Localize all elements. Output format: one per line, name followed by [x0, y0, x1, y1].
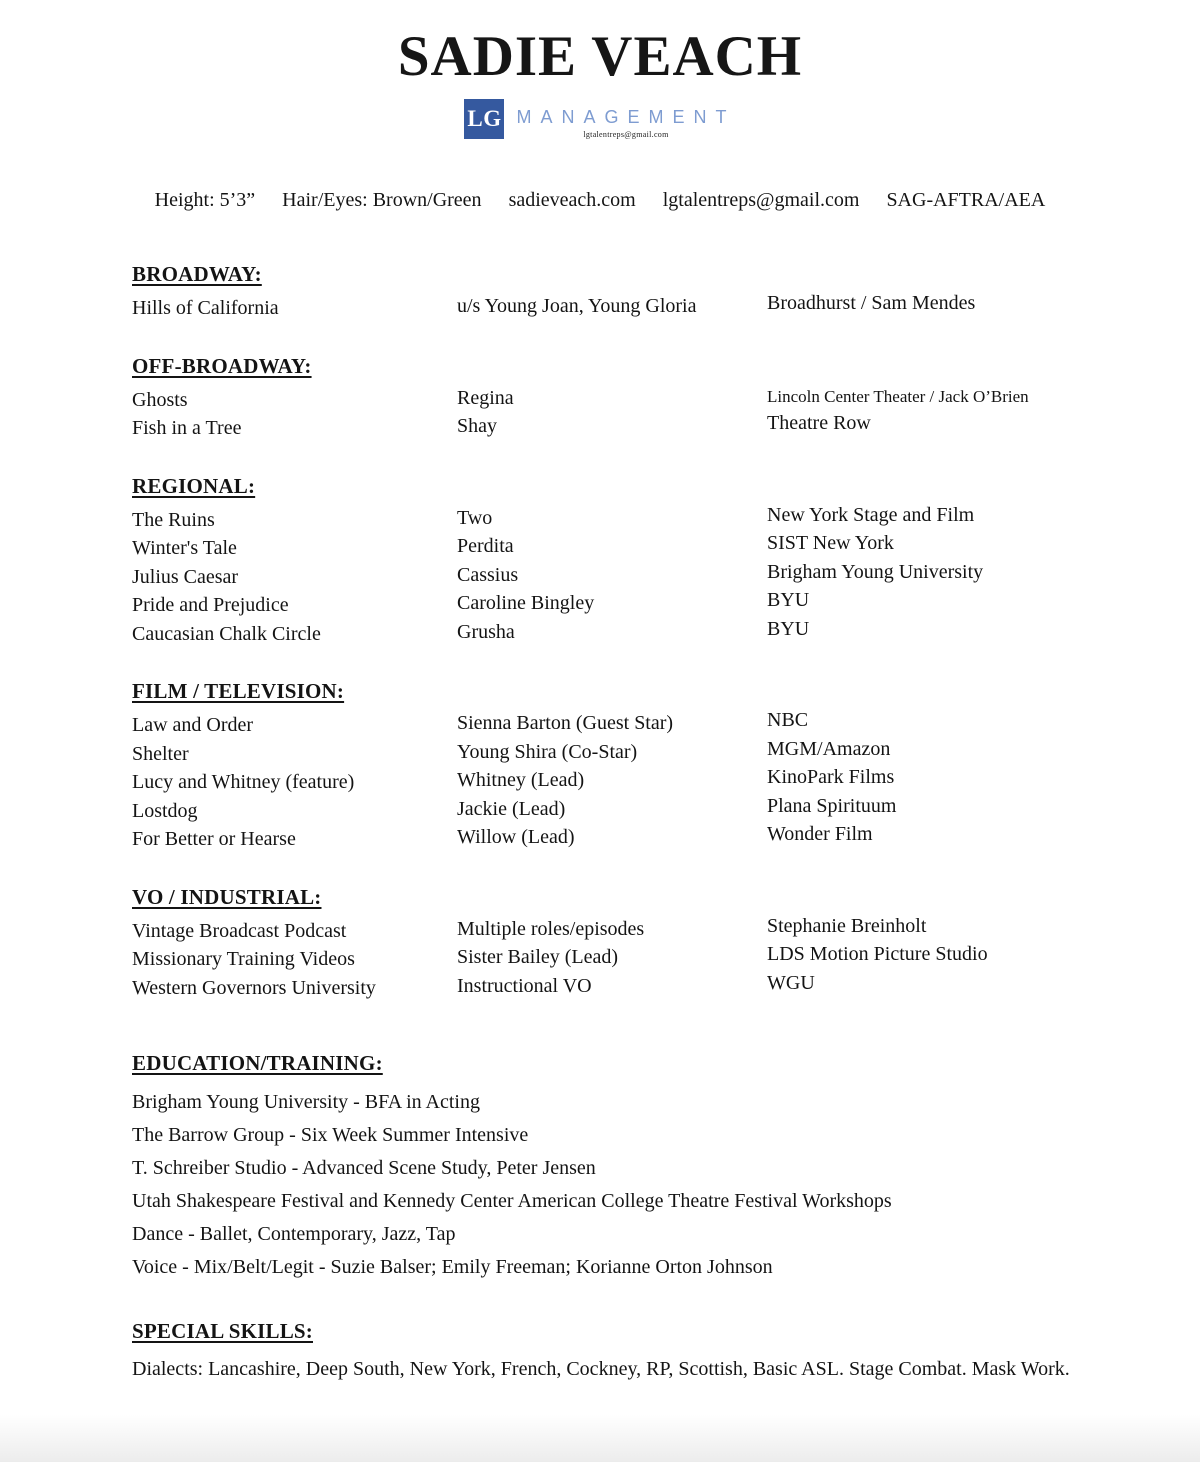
credit-title: Law and Order — [132, 714, 254, 736]
agency-brand-block — [516, 99, 735, 139]
credit-title: Western Governors University — [132, 976, 376, 999]
credit-role: Willow (Lead) — [457, 826, 575, 848]
credit-role: Caroline Bingley — [457, 592, 595, 614]
education-line: The Barrow Group - Six Week Summer Intensive — [132, 1124, 529, 1146]
stat-email: lgtalentreps@gmail.com — [662, 189, 860, 211]
education-line: Voice - Mix/Belt/Legit - Suzie Balser; Emily Freeman; Korianne Orton Johnson — [132, 1256, 773, 1278]
credit-venue: BYU — [767, 617, 810, 640]
credit-title: Pride and Prejudice — [132, 594, 289, 616]
credit-title: The Ruins — [132, 508, 215, 531]
credit-title: Hills of California — [132, 297, 279, 319]
agency-logo — [0, 99, 1200, 145]
credit-title: Caucasian Chalk Circle — [132, 622, 321, 645]
section-regional — [132, 474, 1122, 649]
lg-logo-icon — [464, 99, 504, 139]
credit-title: Fish in a Tree — [132, 417, 242, 439]
page-title: SADIE VEACH — [397, 25, 803, 88]
credit-role: Young Shira (Co-Star) — [457, 740, 638, 763]
agency-brand-name: MANAGEMENT — [516, 107, 736, 127]
credit-title: Shelter — [132, 742, 189, 765]
credit-venue: MGM/Amazon — [767, 737, 891, 760]
section-vo-industrial — [132, 885, 1122, 1003]
page-bottom-edge — [0, 1414, 1200, 1462]
credit-role: Two — [457, 506, 493, 529]
credit-role: Shay — [457, 415, 497, 437]
credit-role: Cassius — [457, 563, 519, 586]
education-line: Brigham Young University - BFA in Acting — [132, 1091, 480, 1113]
section-heading-off-broadway: OFF-BROADWAY: — [132, 353, 312, 378]
education-line: T. Schreiber Studio - Advanced Scene Study, Peter Jensen — [132, 1157, 596, 1179]
stats-line — [0, 189, 1200, 212]
special-skills-text: Dialects: Lancashire, Deep South, New York, French, Cockney, RP, Scottish, Basic ASL. Stage Combat. Mask Work. — [132, 1358, 1070, 1380]
credit-role: Multiple roles/episodes — [457, 917, 645, 940]
section-film-television — [132, 679, 1122, 854]
credit-title: Missionary Training Videos — [132, 948, 355, 970]
credit-venue: Stephanie Breinholt — [767, 914, 927, 937]
credit-title: For Better or Hearse — [132, 828, 296, 850]
credit-venue: WGU — [767, 971, 815, 994]
credit-title: Winter's Tale — [132, 537, 237, 559]
credit-row — [132, 294, 1122, 323]
section-heading-vo-industrial: VO / INDUSTRIAL: — [132, 884, 322, 909]
lg-logo-initials: LG — [467, 106, 502, 131]
credit-venue: Wonder Film — [767, 823, 873, 845]
credit-row — [132, 971, 1122, 1003]
section-heading-education-training: EDUCATION/TRAINING: — [132, 1051, 383, 1075]
section-heading-regional: REGIONAL: — [132, 473, 256, 498]
credit-venue: KinoPark Films — [767, 766, 895, 788]
section-broadway — [132, 262, 1122, 323]
credit-venue: BYU — [767, 589, 810, 611]
section-heading-broadway: BROADWAY: — [132, 262, 262, 286]
education-line: Dance - Ballet, Contemporary, Jazz, Tap — [132, 1223, 456, 1245]
credit-row — [132, 414, 1122, 443]
credit-role: Regina — [457, 386, 514, 409]
credit-venue: Lincoln Center Theater / Jack O’Brien — [767, 386, 1029, 406]
section-education-training — [132, 1051, 1122, 1284]
credit-venue: Brigham Young University — [767, 560, 984, 583]
credit-role: Perdita — [457, 535, 514, 557]
credit-role: Instructional VO — [457, 974, 592, 997]
credit-role: Jackie (Lead) — [457, 797, 566, 820]
agency-email: lgtalentreps@gmail.com — [583, 129, 669, 139]
credit-role: u/s Young Joan, Young Gloria — [457, 295, 697, 317]
credit-role: Whitney (Lead) — [457, 769, 585, 791]
credit-title: Lostdog — [132, 799, 198, 822]
stat-website: sadieveach.com — [508, 189, 636, 211]
credit-venue: SIST New York — [767, 532, 894, 554]
credit-role: Sister Bailey (Lead) — [457, 946, 619, 968]
credit-venue: NBC — [767, 709, 809, 731]
credit-venue: Broadhurst / Sam Mendes — [767, 292, 976, 314]
stat-hair-eyes: Hair/Eyes: Brown/Green — [282, 189, 482, 211]
credit-venue: LDS Motion Picture Studio — [767, 943, 988, 965]
credit-role: Grusha — [457, 620, 515, 643]
credit-title: Lucy and Whitney (feature) — [132, 771, 355, 793]
credit-role: Sienna Barton (Guest Star) — [457, 712, 674, 734]
credit-venue: New York Stage and Film — [767, 503, 975, 526]
education-line: Utah Shakespeare Festival and Kennedy Center American College Theatre Festival Workshops — [132, 1190, 892, 1212]
resume-body — [132, 262, 1122, 1386]
stat-height: Height: 5’3” — [154, 189, 256, 211]
stat-unions: SAG-AFTRA/AEA — [886, 189, 1046, 211]
credit-row — [132, 825, 1122, 854]
credit-title: Ghosts — [132, 388, 188, 411]
credit-venue: Theatre Row — [767, 412, 871, 434]
credit-title: Vintage Broadcast Podcast — [132, 919, 347, 942]
credit-row — [132, 617, 1122, 649]
credit-title: Julius Caesar — [132, 565, 239, 588]
section-off-broadway — [132, 354, 1122, 443]
section-heading-film-television: FILM / TELEVISION: — [132, 679, 345, 703]
credit-venue: Plana Spirituum — [767, 794, 897, 817]
section-heading-special-skills: SPECIAL SKILLS: — [132, 1319, 313, 1343]
resume-page — [0, 24, 1200, 1462]
section-special-skills — [132, 1319, 1122, 1386]
